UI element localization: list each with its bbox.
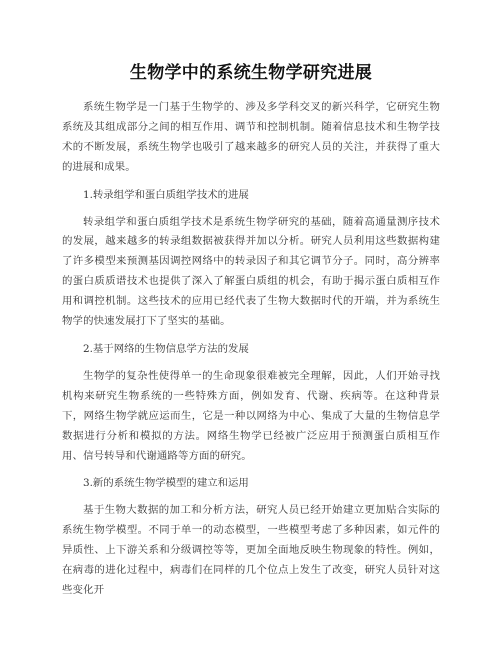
section-paragraph-3: 基于生物大数据的加工和分析方法，研究人员已经开始建立更加贴合实际的系统生物学模型。不同于单一的动态模型，一些模型考虑了多种因素，如元件的异质性、上下游关系和分级调控等等，更加全面地反映生物现象的特性。例如，在病毒的进化过程中，病毒们在同样的几个位点上发生了改变，研究人员针对这些变化开 — [62, 504, 440, 596]
section-paragraph-1: 转录组学和蛋白质组学技术是系统生物学研究的基础，随着高通量测序技术的发展，越来越多的转录组数据被获得并加以分析。研究人员利用这些数据构建了许多模型来预测基因调控网络中的转录因子和其它调节分子。同时，高分辨率的蛋白质质谱技术也提供了深入了解蛋白质组的机会，有助于揭示蛋白质相互作用和调控机制。这些技术的应用已经代表了生物大数据时代的开端，并为系统生物学的快速发展打下了坚实的基础。 — [62, 215, 440, 328]
section-heading-2: 2.基于网络的生物信息学方法的发展 — [83, 342, 249, 355]
section-heading-1: 1.转录组学和蛋白质组学技术的进展 — [83, 188, 249, 201]
document-body — [62, 98, 440, 601]
document-title: 生物学中的系统生物学研究进展 — [129, 63, 373, 83]
section-paragraph-2: 生物学的复杂性使得单一的生命现象很难被完全理解，因此，人们开始寻找机构来研究生物系统的一些特殊方面，例如发育、代谢、疾病等。在这种背景下，网络生物学就应运而生，它是一种以网络为中心、集成了大量的生物信息学数据进行分析和模拟的方法。网络生物学已经被广泛应用于预测蛋白质相互作用、信号转导和代谢通路等方面的研究。 — [62, 369, 440, 462]
section-heading-3: 3.新的系统生物学模型的建立和运用 — [83, 477, 249, 490]
intro-paragraph: 系统生物学是一门基于生物学的、涉及多学科交叉的新兴科学，它研究生物系统及其组成部分之间的相互作用、调节和控制机制。随着信息技术和生物学技术的不断发展，系统生物学也吸引了越来越多的研究人员的关注，并获得了重大的进展和成果。 — [62, 101, 440, 173]
